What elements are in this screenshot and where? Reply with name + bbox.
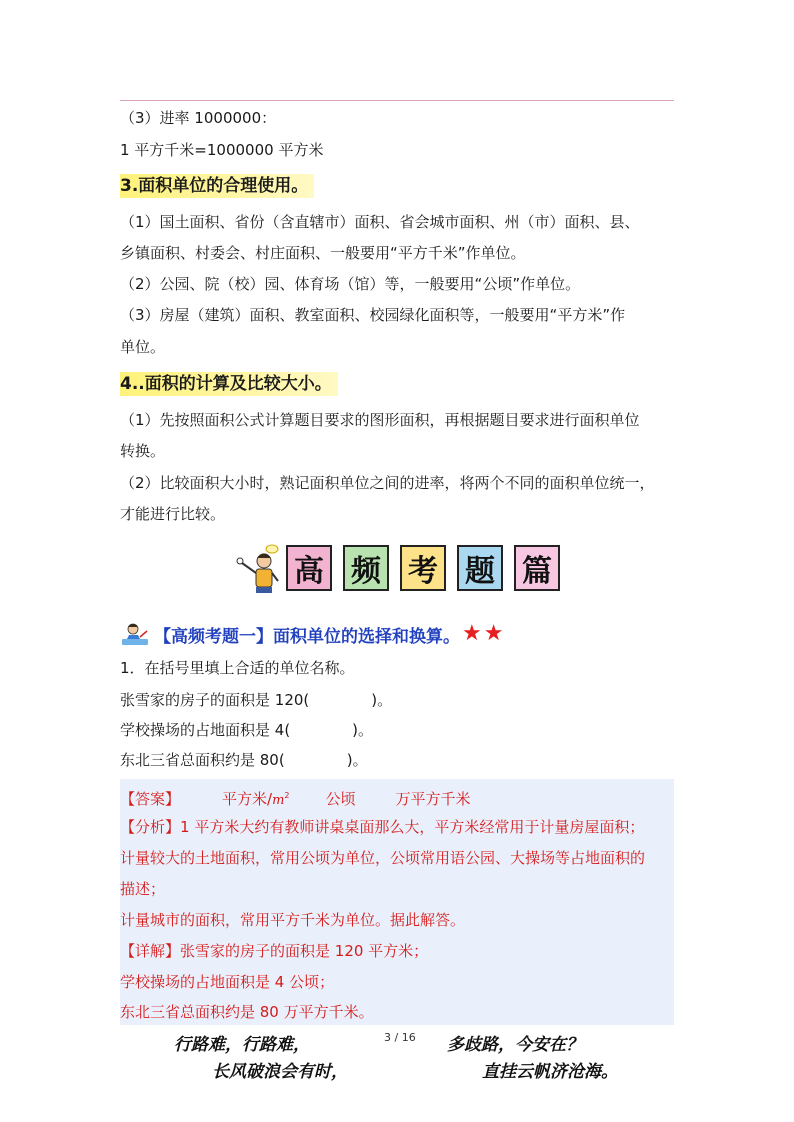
question-prompt: 1．在括号里填上合适的单位名称。 [120, 659, 355, 677]
banner-char-4: 题 [457, 545, 503, 591]
section3-heading: 3.面积单位的合理使用。 [120, 174, 314, 198]
poem-line-4: 直挂云帆济沧海。 [482, 1062, 618, 1082]
answer-1: 平方米/ [222, 790, 273, 808]
analysis-line-2: 计量较大的土地面积，常用公顷为单位，公顷常用语公园、大操场等占地面积的 [120, 849, 646, 867]
detail-label: 【详解】 [120, 942, 181, 960]
poem-line-2: 多歧路，今安在？ [447, 1035, 583, 1055]
answer-2: 公顷 [325, 790, 356, 808]
high-frequency-banner [228, 543, 568, 595]
answer-1-unit: m [272, 793, 285, 808]
blank-line-3 [120, 750, 368, 770]
detail-line-2: 学校操场的占地面积是 4 公顷； [120, 973, 335, 991]
rate-line: （3）进率 1000000： [120, 109, 277, 127]
poem-line-3: 长风破浪会有时， [212, 1062, 348, 1082]
banner-char-2: 频 [343, 545, 389, 591]
banner-char-3: 考 [400, 545, 446, 591]
analysis-label: 【分析】 [120, 818, 181, 836]
blank-line-1 [120, 690, 392, 710]
section4-heading: 4..面积的计算及比较大小。 [120, 372, 338, 396]
blank-line-2-end: )。 [352, 721, 374, 739]
conversion-line: 1 平方千米=1000000 平方米 [120, 141, 324, 159]
section3-p3b: 单位。 [120, 338, 166, 356]
student-writing-icon [120, 621, 150, 647]
answer-1-sup: 2 [284, 791, 290, 800]
question-title-row [120, 621, 503, 647]
blank-line-1-text: 张雪家的房子的面积是 120( [120, 691, 310, 709]
blank-line-2 [120, 720, 373, 740]
blank-line-2-text: 学校操场的占地面积是 4( [120, 721, 291, 739]
blank-line-1-end: )。 [371, 691, 393, 709]
section3-p1a: （1）国土面积、省份（含直辖市）面积、省会城市面积、州（市）面积、县、 [120, 213, 640, 231]
section3-p3a: （3）房屋（建筑）面积、教室面积、校园绿化面积等，一般要用“平方米”作 [120, 306, 626, 324]
blank-line-3-end: )。 [346, 751, 368, 769]
section4-p2a: （2）比较面积大小时，熟记面积单位之间的进率，将两个不同的面积单位统一， [120, 474, 655, 492]
answer-3: 万平方千米 [395, 790, 471, 808]
section4-p2b: 才能进行比较。 [120, 505, 226, 523]
poem-line-1: 行路难，行路难， [174, 1035, 310, 1055]
section4-p1a: （1）先按照面积公式计算题目要求的图形面积，再根据题目要求进行面积单位 [120, 411, 640, 429]
difficulty-star-icon: ★ [462, 621, 482, 646]
answer-line [120, 786, 471, 811]
analysis-text-1: 1 平方米大约有教师讲桌桌面那么大，平方米经常用于计量房屋面积； [180, 818, 645, 836]
detail-line-1 [120, 941, 428, 961]
teacher-illustration-icon [228, 543, 282, 595]
header-rule [120, 100, 674, 101]
question-title: 【高频考题一】面积单位的选择和换算。 [154, 626, 460, 647]
banner-char-1: 高 [286, 545, 332, 591]
analysis-line-3: 描述； [120, 880, 166, 898]
blank-line-3-text: 东北三省总面积约是 80( [120, 751, 285, 769]
detail-text-1: 张雪家的房子的面积是 120 平方米； [180, 942, 429, 960]
answer-label: 【答案】 [120, 790, 181, 808]
analysis-line-1 [120, 817, 644, 837]
page-number: 3 / 16 [384, 1031, 416, 1044]
section3-p1b: 乡镇面积、村委会、村庄面积、一般要用“平方千米”作单位。 [120, 244, 526, 262]
section4-p1b: 转换。 [120, 442, 166, 460]
banner-char-5: 篇 [514, 545, 560, 591]
detail-line-3: 东北三省总面积约是 80 万平方千米。 [120, 1003, 374, 1021]
section3-p2: （2）公园、院（校）园、体育场（馆）等，一般要用“公顷”作单位。 [120, 275, 581, 293]
difficulty-star-icon: ★ [483, 621, 504, 646]
analysis-line-4: 计量城市的面积，常用平方千米为单位。据此解答。 [120, 911, 466, 929]
